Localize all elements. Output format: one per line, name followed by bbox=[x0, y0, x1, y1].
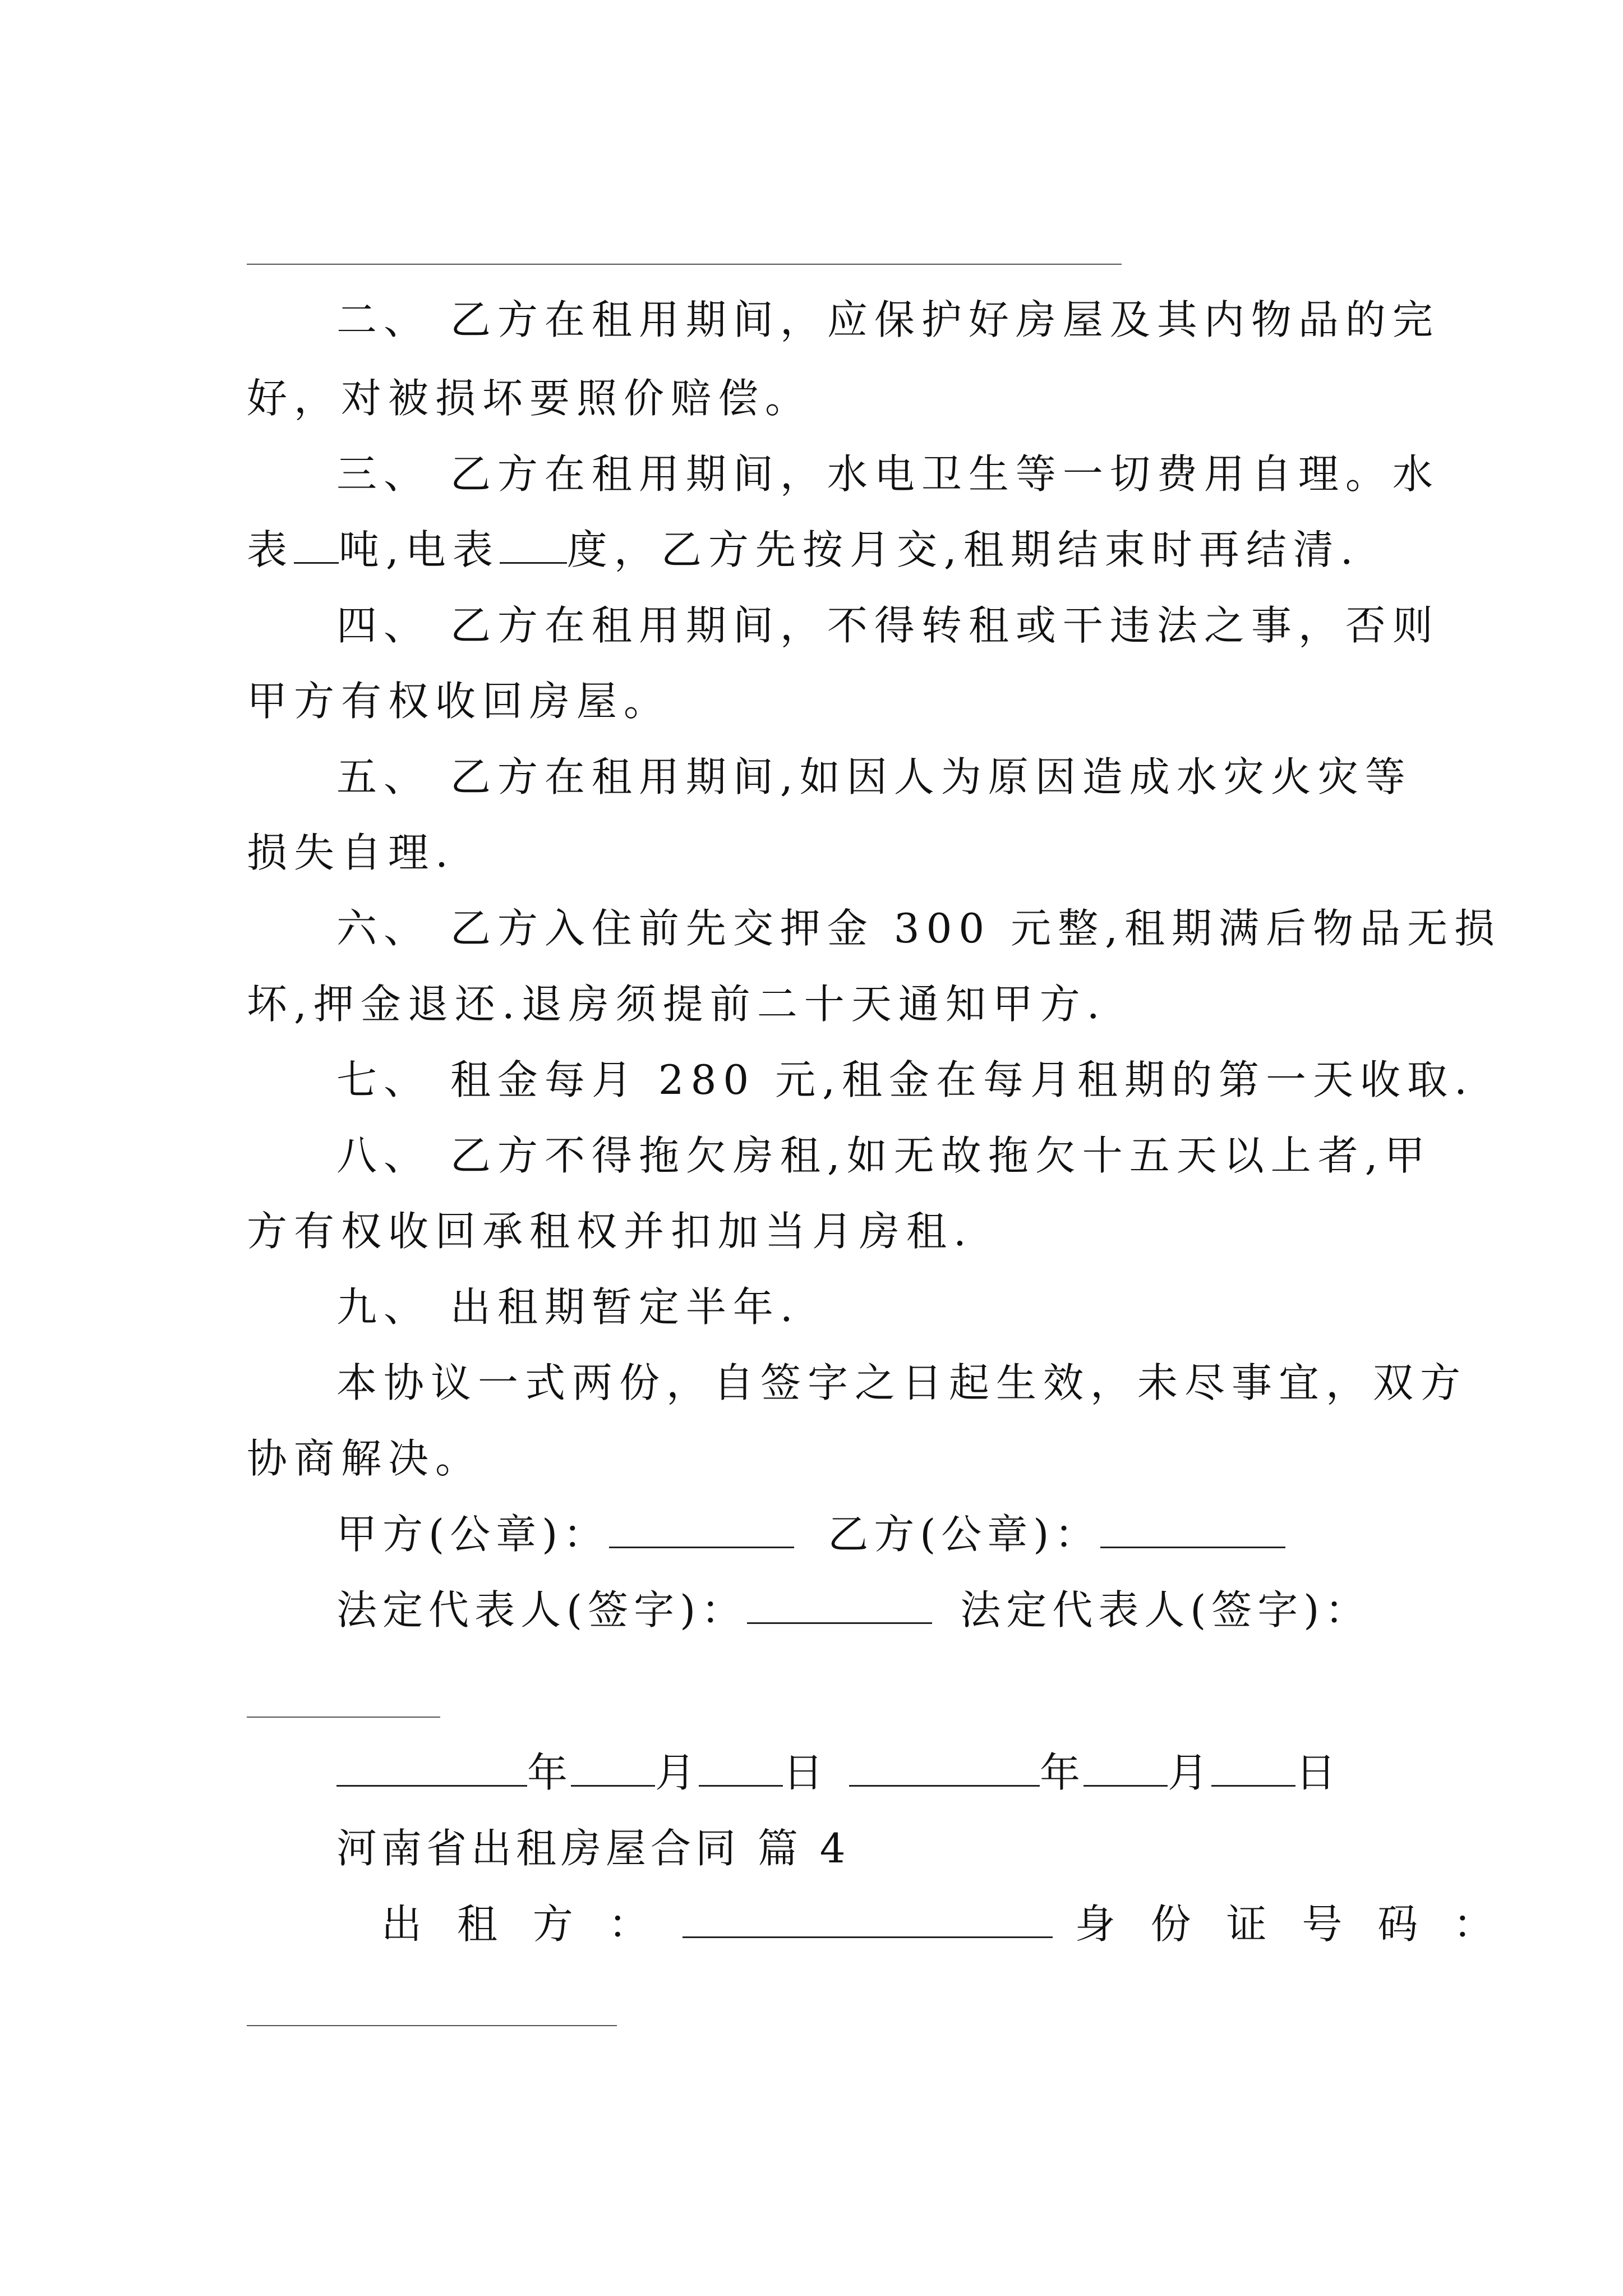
clause-2-line-2: 好，对被损坏要照价赔偿。 bbox=[247, 375, 813, 422]
clause-3-line-2-rest: 度，乙方先按月交,租期结束时再结清. bbox=[566, 526, 1360, 573]
id-number-label: 身 份 证 号 码 ： bbox=[1075, 1901, 1505, 1948]
date-a-month-label: 月 bbox=[655, 1749, 699, 1796]
lessor-label: 出 租 方 ： bbox=[381, 1901, 660, 1948]
clause-4-line-2: 甲方有权收回房屋。 bbox=[247, 678, 671, 725]
party-b-seal-label: 乙方(公章)： bbox=[828, 1511, 1101, 1558]
closing-line-1: 本协议一式两份，自签字之日起生效，未尽事宜，双方 bbox=[336, 1359, 1468, 1406]
clause-7-line-1: 七、 租金每月 280 元,租金在每月租期的第一天收取. bbox=[336, 1056, 1474, 1103]
legal-rep-a-label: 法定代表人(签字)： bbox=[336, 1586, 748, 1634]
water-meter-blank bbox=[294, 523, 339, 564]
legal-rep-row bbox=[336, 1582, 1371, 1638]
clause-3-line-2 bbox=[247, 522, 1391, 578]
date-b-year-blank bbox=[849, 1746, 1040, 1787]
party-b-seal-blank bbox=[1100, 1507, 1285, 1548]
date-b-year-label: 年 bbox=[1040, 1749, 1084, 1796]
party-a-seal-blank bbox=[609, 1507, 794, 1548]
clause-6-line-1: 六、 乙方入住前先交押金 300 元整,租期满后物品无损 bbox=[336, 905, 1501, 952]
section-title: 河南省出租房屋合同 篇 4 bbox=[336, 1825, 850, 1872]
id-number-blank bbox=[247, 2025, 617, 2026]
clause-2-line-1: 二、 乙方在租用期间，应保护好房屋及其内物品的完 bbox=[336, 296, 1440, 343]
legal-rep-b-label: 法定代表人(签字)： bbox=[960, 1586, 1371, 1634]
date-b-day-blank bbox=[1211, 1746, 1295, 1787]
date-a-day-label: 日 bbox=[783, 1749, 827, 1796]
top-blank-line bbox=[247, 264, 1122, 265]
legal-rep-a-blank bbox=[747, 1583, 932, 1624]
clause-3-line-1: 三、 乙方在租用期间，水电卫生等一切费用自理。水 bbox=[336, 450, 1440, 498]
clause-8-line-2: 方有权收回承租权并扣加当月房租. bbox=[247, 1208, 973, 1255]
date-a-day-blank bbox=[699, 1746, 783, 1787]
date-a-month-blank bbox=[571, 1746, 655, 1787]
clause-4-line-1: 四、 乙方在租用期间，不得转租或干违法之事，否则 bbox=[336, 602, 1440, 649]
clause-8-line-1: 八、 乙方不得拖欠房租,如无故拖欠十五天以上者,甲 bbox=[336, 1132, 1432, 1179]
clause-9-line-1: 九、 出租期暂定半年. bbox=[336, 1283, 800, 1331]
clause-5-line-2: 损失自理. bbox=[247, 829, 455, 876]
date-a-year-label: 年 bbox=[527, 1749, 571, 1796]
clause-5-line-1: 五、 乙方在租用期间,如因人为原因造成水灾火灾等 bbox=[336, 753, 1412, 800]
date-b-month-blank bbox=[1083, 1746, 1168, 1787]
water-meter-label: 表 bbox=[247, 526, 294, 573]
clause-6-line-2: 坏,押金退还.退房须提前二十天通知甲方. bbox=[247, 981, 1106, 1028]
date-b-month-label: 月 bbox=[1168, 1749, 1212, 1796]
date-row bbox=[336, 1745, 1339, 1801]
lessor-row bbox=[381, 1896, 1505, 1952]
electric-meter-blank bbox=[500, 523, 567, 564]
date-b-day-label: 日 bbox=[1295, 1749, 1340, 1796]
seal-row bbox=[336, 1506, 1285, 1562]
electric-meter-label: 吨,电表 bbox=[339, 526, 500, 573]
date-a-year-blank bbox=[336, 1746, 527, 1787]
party-a-seal-label: 甲方(公章)： bbox=[336, 1511, 610, 1558]
closing-line-2: 协商解决。 bbox=[247, 1435, 483, 1482]
legal-rep-b-blank bbox=[247, 1717, 440, 1718]
lessor-blank bbox=[683, 1897, 1053, 1938]
